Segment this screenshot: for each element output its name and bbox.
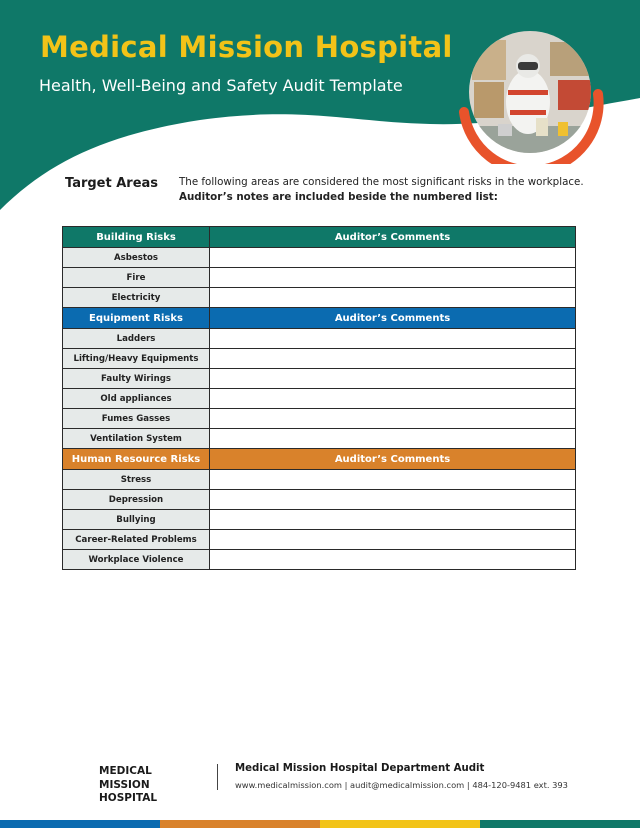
table-row bbox=[63, 530, 576, 550]
comment-cell[interactable] bbox=[210, 409, 576, 429]
group-heading: Building Risks bbox=[63, 227, 210, 248]
risk-label: Depression bbox=[63, 490, 210, 510]
logo-line: HOSPITAL bbox=[99, 792, 158, 804]
audit-table bbox=[62, 226, 576, 570]
table-row bbox=[63, 288, 576, 308]
risk-label: Fumes Gasses bbox=[63, 409, 210, 429]
intro-text: The following areas are considered the most significant risks in the workplace. bbox=[179, 176, 584, 188]
comment-cell[interactable] bbox=[210, 288, 576, 308]
comments-heading: Auditor’s Comments bbox=[210, 308, 576, 329]
table-row bbox=[63, 470, 576, 490]
table-row bbox=[63, 349, 576, 369]
table-row bbox=[63, 429, 576, 449]
risk-label: Career-Related Problems bbox=[63, 530, 210, 550]
comment-cell[interactable] bbox=[210, 349, 576, 369]
group-header-equipment bbox=[63, 308, 576, 329]
comment-cell[interactable] bbox=[210, 389, 576, 409]
page-subtitle: Health, Well-Being and Safety Audit Template bbox=[39, 76, 403, 95]
risk-label: Workplace Violence bbox=[63, 550, 210, 570]
logo-line: MEDICAL bbox=[99, 765, 152, 777]
table-row bbox=[63, 510, 576, 530]
comment-cell[interactable] bbox=[210, 268, 576, 288]
group-heading: Equipment Risks bbox=[63, 308, 210, 329]
footer-divider bbox=[217, 764, 218, 790]
table-row bbox=[63, 409, 576, 429]
footer-logo bbox=[99, 765, 199, 806]
logo-line: MISSION bbox=[99, 778, 150, 791]
comments-heading: Auditor’s Comments bbox=[210, 227, 576, 248]
comment-cell[interactable] bbox=[210, 429, 576, 449]
stripe-yellow bbox=[320, 820, 480, 828]
stripe-orange bbox=[160, 820, 320, 828]
risk-label: Electricity bbox=[63, 288, 210, 308]
risk-label: Lifting/Heavy Equipments bbox=[63, 349, 210, 369]
group-header-building bbox=[63, 227, 576, 248]
group-heading: Human Resource Risks bbox=[63, 449, 210, 470]
comment-cell[interactable] bbox=[210, 369, 576, 389]
intro-note: Auditor’s notes are included beside the numbered list: bbox=[179, 191, 498, 203]
target-areas-description bbox=[179, 175, 599, 205]
risk-label: Fire bbox=[63, 268, 210, 288]
table-row bbox=[63, 389, 576, 409]
table-row bbox=[63, 268, 576, 288]
comment-cell[interactable] bbox=[210, 510, 576, 530]
comment-cell[interactable] bbox=[210, 490, 576, 510]
risk-label: Faulty Wirings bbox=[63, 369, 210, 389]
table-row bbox=[63, 550, 576, 570]
comment-cell[interactable] bbox=[210, 470, 576, 490]
comment-cell[interactable] bbox=[210, 329, 576, 349]
group-header-human-resource bbox=[63, 449, 576, 470]
comment-cell[interactable] bbox=[210, 530, 576, 550]
comments-heading: Auditor’s Comments bbox=[210, 449, 576, 470]
stripe-teal bbox=[480, 820, 640, 828]
target-areas-heading: Target Areas bbox=[65, 176, 159, 191]
comment-cell[interactable] bbox=[210, 550, 576, 570]
footer-contact: www.medicalmission.com | audit@medicalmission.com | 484-120-9481 ext. 393 bbox=[235, 780, 568, 790]
risk-label: Stress bbox=[63, 470, 210, 490]
footer-color-stripes bbox=[0, 820, 640, 828]
risk-label: Asbestos bbox=[63, 248, 210, 268]
table-row bbox=[63, 369, 576, 389]
page-title: Medical Mission Hospital bbox=[40, 30, 453, 64]
risk-label: Ladders bbox=[63, 329, 210, 349]
risk-label: Ventilation System bbox=[63, 429, 210, 449]
table-row bbox=[63, 329, 576, 349]
risk-label: Bullying bbox=[63, 510, 210, 530]
stripe-blue bbox=[0, 820, 160, 828]
comment-cell[interactable] bbox=[210, 248, 576, 268]
hazmat-worker-photo bbox=[458, 30, 604, 164]
table-row bbox=[63, 490, 576, 510]
risk-label: Old appliances bbox=[63, 389, 210, 409]
footer-title: Medical Mission Hospital Department Audit bbox=[235, 763, 485, 774]
table-row bbox=[63, 248, 576, 268]
